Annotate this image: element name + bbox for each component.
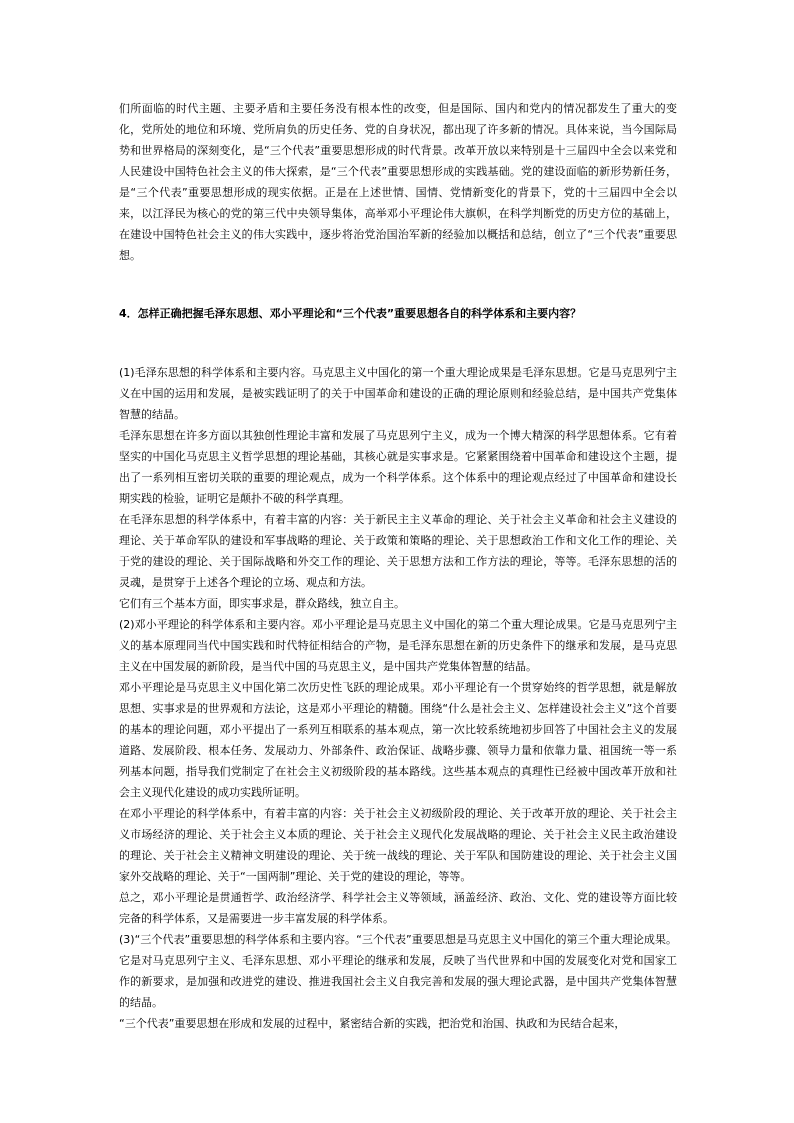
paragraph: (3)“三个代表”重要思想的科学体系和主要内容。“三个代表”重要思想是马克思主义中国化的第三个重大理论成果。它是对马克思列宁主义、毛泽东思想、邓小平理论的继承和发展，反映了当代世界和中国的发展变化对党和国家工作的新要求，是加强和改进党的建设、推进我国社会主义自我完善和发展的强大理论武器，是中国共产党集体智慧的结晶。: [119, 933, 677, 1009]
paragraph: (1)毛泽东思想的科学体系和主要内容。马克思主义中国化的第一个重大理论成果是毛泽东思想。它是马克思列宁主义在中国的运用和发展，是被实践证明了的关于中国革命和建设的正确的理论原则和经验总结，是中国共产党集体智慧的结晶。: [119, 366, 677, 421]
paragraph: 它们有三个基本方面，即实事求是，群众路线，独立自主。: [119, 597, 405, 610]
paragraph: (2)邓小平理论的科学体系和主要内容。邓小平理论是马克思主义中国化的第二个重大理论成果。它是马克思列宁主义的基本原理同当代中国实践和时代特征相结合的产物，是毛泽东思想在新的历史条件下的继承和发展，是马克思主义在中国发展的新阶段，是当代中国的马克思主义，是中国共产党集体智慧的结晶。: [119, 618, 677, 673]
document-page: [119, 98, 677, 1034]
question-heading: 4．怎样正确把握毛泽东思想、邓小平理论和“三个代表”重要思想各自的科学体系和主要内容？: [119, 307, 582, 320]
paragraph: 邓小平理论是马克思主义中国化第二次历史性飞跃的理论成果。邓小平理论有一个贯穿始终的哲学思想，就是解放思想、实事求是的世界观和方法论，这是邓小平理论的精髓。围绕“什么是社会主义、怎样建设社会主义”这个首要的基本的理论问题，邓小平提出了一系列互相联系的基本观点，第一次比较系统地初步回答了中国社会主义的发展道路、发展阶段、根本任务、发展动力、外部条件、政治保证、战略步骤、领导力量和依靠力量、祖国统一等一系列基本问题，指导我们党制定了在社会主义初级阶段的基本路线。这些基本观点的真理性已经被中国改革开放和社会主义现代化建设的成功实践所证明。: [119, 681, 677, 799]
paragraph: 在毛泽东思想的科学体系中，有着丰富的内容：关于新民主主义革命的理论、关于社会主义革命和社会主义建设的理论、关于革命军队的建设和军事战略的理论、关于政策和策略的理论、关于思想政治工作和文化工作的理论、关于党的建设的理论、关于国际战略和外交工作的理论、关于思想方法和工作方法的理论，等等。毛泽东思想的活的灵魂，是贯穿于上述各个理论的立场、观点和方法。: [119, 513, 677, 589]
paragraph: 总之，邓小平理论是贯通哲学、政治经济学、科学社会主义等领域，涵盖经济、政治、文化、党的建设等方面比较完备的科学体系，又是需要进一步丰富发展的科学体系。: [119, 891, 677, 925]
intro-paragraph: 们所面临的时代主题、主要矛盾和主要任务没有根本性的改变，但是国际、国内和党内的情况都发生了重大的变化，党所处的地位和环境、党所肩负的历史任务、党的自身状况，都出现了许多新的情况。具体来说，当今国际局势和世界格局的深刻变化，是“三个代表”重要思想形成的时代背景。改革开放以来特别是十三届四中全会以来党和人民建设中国特色社会主义的伟大探索，是“三个代表”重要思想形成的实践基础。党的建设面临的新形势新任务，是“三个代表”重要思想形成的现实依据。正是在上述世情、国情、党情新变化的背景下，党的十三届四中全会以来，以江泽民为核心的党的第三代中央领导集体，高举邓小平理论伟大旗帜，在科学判断党的历史方位的基础上，在建设中国特色社会主义的伟大实践中，逐步将治党治国治军新的经验加以概括和总结，创立了“三个代表”重要思想。: [119, 102, 677, 262]
paragraph: 毛泽东思想在许多方面以其独创性理论丰富和发展了马克思列宁主义，成为一个博大精深的科学思想体系。它有着坚实的中国化马克思主义哲学思想的理论基础，其核心就是实事求是。它紧紧围绕着中国革命和建设这个主题，提出了一系列相互密切关联的重要的理论观点，成为一个科学体系。这个体系中的理论观点经过了中国革命和建设长期实践的检验，证明它是颠扑不破的科学真理。: [119, 429, 677, 505]
paragraph: 在邓小平理论的科学体系中，有着丰富的内容：关于社会主义初级阶段的理论、关于改革开放的理论、关于社会主义市场经济的理论、关于社会主义本质的理论、关于社会主义现代化发展战略的理论、关于社会主义民主政治建设的理论、关于社会主义精神文明建设的理论、关于统一战线的理论、关于军队和国防建设的理论、关于社会主义国家外交战略的理论、关于“一国两制”理论、关于党的建设的理论，等等。: [119, 807, 677, 883]
paragraph: “三个代表”重要思想在形成和发展的过程中，紧密结合新的实践，把治党和治国、执政和为民结合起来，: [119, 1017, 626, 1030]
